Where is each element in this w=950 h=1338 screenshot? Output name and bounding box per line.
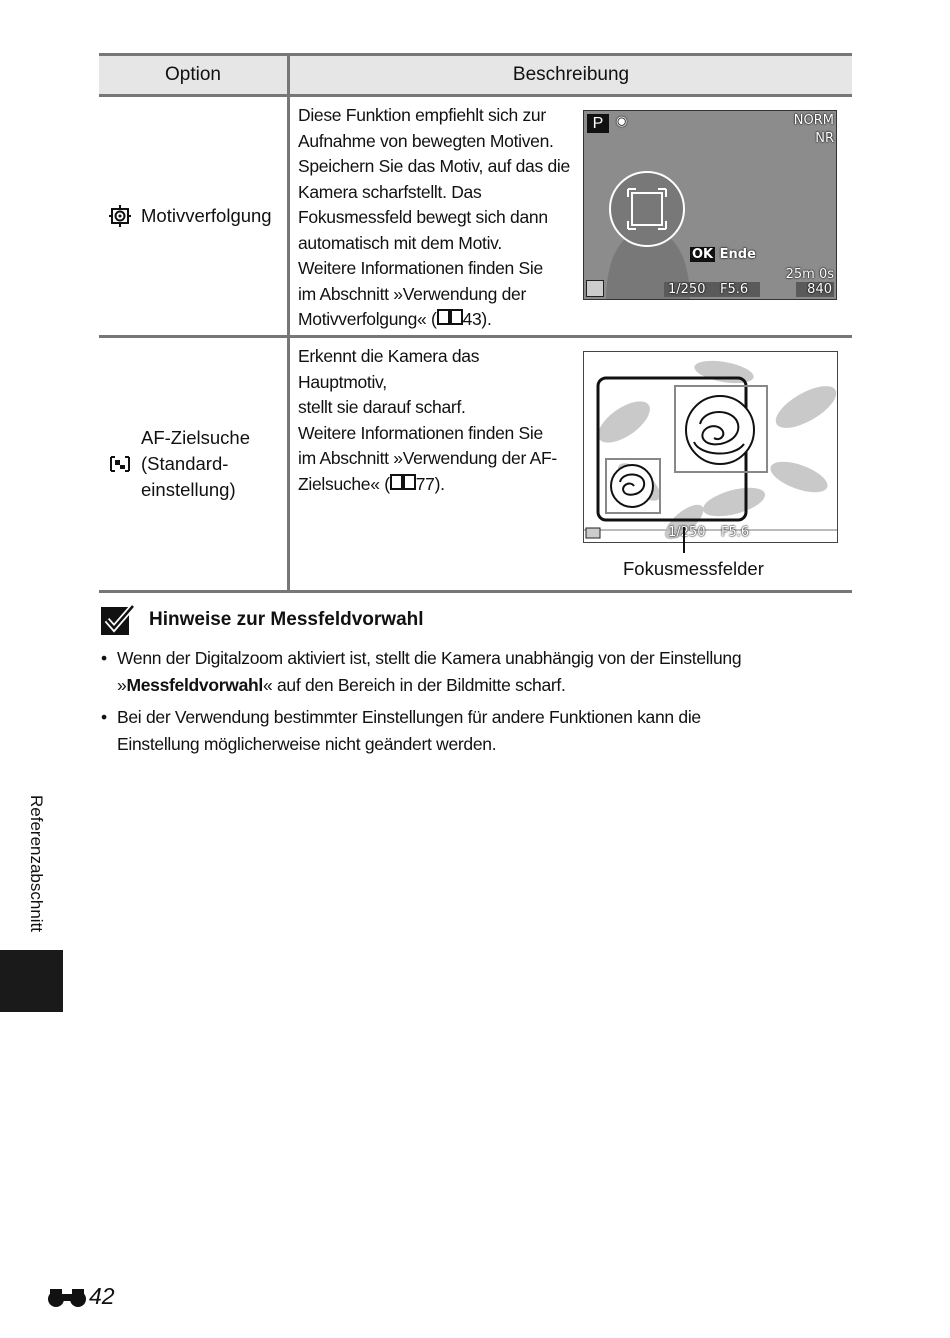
aperture: F5.6 (720, 282, 749, 297)
header-option: Option (99, 56, 290, 94)
camera-screen-tracking (583, 110, 837, 300)
table-header (99, 56, 852, 97)
section-label: Referenzabschnitt (27, 795, 46, 933)
aperture: F5.6 (721, 525, 750, 540)
section-tab (0, 950, 63, 1012)
option-label: AF-Zielsuche (Standard- einstellung) (141, 427, 250, 500)
note-section (101, 605, 861, 763)
target-finding-af-icon (99, 453, 141, 475)
list-item: • Bei der Verwendung bestimmter Einstellungen für andere Funktionen kann die Einstellung möglicherweise nicht geändert werden. (101, 704, 861, 758)
page-number: 42 (47, 1283, 115, 1310)
callout-label: Fokusmessfelder (623, 558, 764, 579)
book-reference-icon (390, 472, 416, 498)
table-row (99, 338, 852, 593)
shots-remaining: 840 (807, 282, 832, 297)
mode-indicator: P (587, 114, 609, 133)
description-text: Diese Funktion empfiehlt sich zur Aufnahme von bewegten Motiven. Speichern Sie das Motiv, auf das die Kamera scharfstellt. Das Fokusmessfeld bewegt sich dann automatisch mit dem Motiv. Weitere Informationen finden Sie im Abschnitt »Verwendung der Motivverfolgung« ( 43). (298, 103, 570, 333)
ok-end-label: OK Ende (692, 247, 756, 262)
camera-screen-af-target (583, 351, 838, 543)
option-cell (99, 97, 290, 335)
header-description: Beschreibung (512, 64, 630, 85)
check-note-icon (101, 605, 135, 635)
description-cell (290, 97, 852, 335)
option-cell (99, 338, 290, 590)
subject-tracking-icon (99, 205, 141, 227)
note-title: Hinweise zur Messfeldvorwahl (149, 609, 424, 630)
option-label: Motivverfolgung (141, 205, 272, 226)
ok-button-icon: OK (692, 247, 714, 262)
recording-time: 25m 0s (785, 267, 834, 282)
noise-reduction: NR (815, 131, 834, 146)
description-text: Erkennt die Kamera das Hauptmotiv, stellt sie darauf scharf. Weitere Informationen finden Sie im Abschnitt »Verwendung der AF- Zielsuche« ( 77). (298, 344, 570, 497)
list-item: • Wenn der Digitalzoom aktiviert ist, stellt die Kamera unabhängig von der Einstellung »Messfeldvorwahl« auf den Bereich in der Bildmitte scharf. (101, 645, 861, 699)
image-quality: NORM (793, 113, 834, 128)
callout-line (682, 527, 686, 553)
shutter-speed: 1/250 (668, 525, 706, 540)
description-cell (290, 338, 852, 590)
note-list (101, 645, 861, 758)
vr-icon: ◉ (616, 114, 628, 129)
options-table (99, 53, 852, 593)
book-reference-icon (437, 307, 463, 333)
flower-scene (584, 352, 838, 543)
binoculars-icon (47, 1286, 87, 1308)
table-row (99, 97, 852, 338)
note-header (101, 605, 861, 635)
battery-icon (586, 280, 604, 297)
shutter-speed: 1/250 (668, 282, 706, 297)
